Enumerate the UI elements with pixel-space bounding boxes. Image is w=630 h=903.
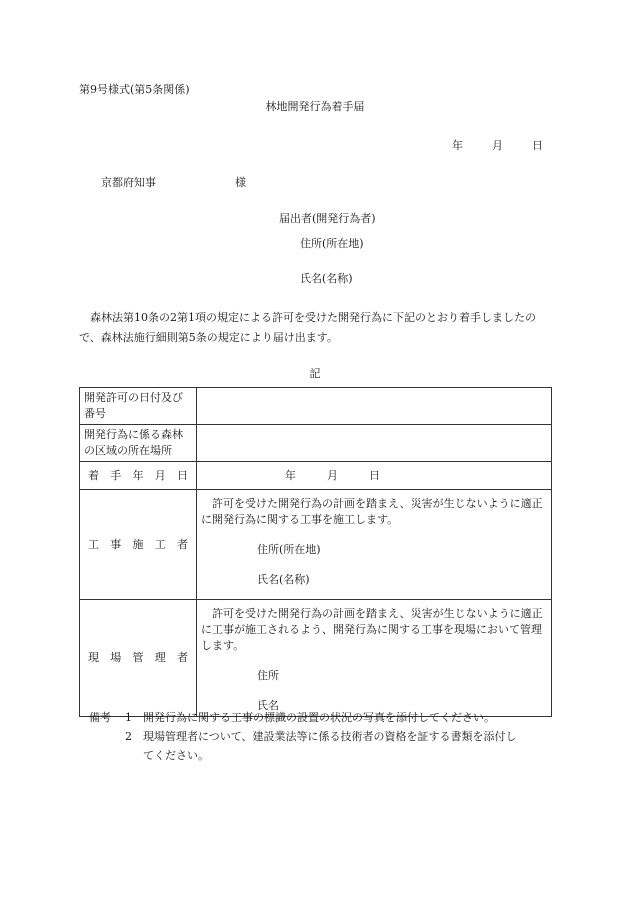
label-char: 施 — [132, 537, 144, 551]
info-table — [79, 387, 552, 717]
note-text: 開発行為に関する工事の標識の設置の状況の写真を添付してください。 — [143, 711, 495, 724]
applicant-name: 氏名(名称) — [300, 272, 353, 285]
site-manager-cell — [197, 600, 552, 717]
table-row — [80, 600, 552, 717]
table-row — [80, 388, 552, 425]
notes — [89, 708, 517, 765]
site-manager-label — [80, 600, 197, 717]
label-char: 事 — [110, 537, 122, 551]
note-number: 1 — [125, 711, 132, 724]
date-year: 年 — [452, 139, 463, 152]
notes-prefix: 備考 — [89, 711, 111, 724]
label-char: 工 — [154, 537, 166, 551]
label-char: 者 — [177, 537, 188, 551]
note-text: 現場管理者について、建設業法等に係る技術者の資格を証する書類を添付し — [143, 730, 517, 743]
label-char: 着 — [88, 468, 99, 482]
site-manager-address: 住所 — [257, 669, 279, 682]
form-number: 第9号様式(第5条関係) — [79, 83, 190, 96]
document-title: 林地開発行為着手届 — [265, 100, 365, 113]
applicant-address: 住所(所在地) — [300, 237, 364, 250]
addressee — [101, 175, 246, 190]
table-row — [80, 462, 552, 490]
start-year: 年 — [285, 468, 296, 482]
applicant-label: 届出者(開発行為者) — [279, 212, 376, 225]
label-char: 手 — [110, 468, 122, 482]
location-value — [197, 425, 552, 462]
body-paragraph: 森林法第10条の2第1項の規定による許可を受けた開発行為に下記のとおり着手しましたので、森林法施行細則第5条の規定により届け出ます。 — [79, 311, 536, 344]
note-text-continued: てください。 — [143, 749, 209, 762]
date-day: 日 — [532, 139, 543, 152]
table-row — [80, 490, 552, 600]
start-date-label — [80, 462, 197, 490]
site-manager-name: 氏名 — [257, 699, 279, 712]
label-char: 理 — [154, 651, 166, 664]
contractor-address: 住所(所在地) — [257, 543, 321, 556]
contractor-cell — [197, 490, 552, 600]
date-line — [452, 138, 543, 153]
start-month: 月 — [327, 468, 338, 482]
label-char: 月 — [154, 468, 166, 482]
permit-date-value — [197, 388, 552, 425]
table-row — [80, 425, 552, 462]
date-month: 月 — [492, 139, 503, 152]
contractor-name: 氏名(名称) — [257, 573, 310, 586]
note-number: 2 — [125, 730, 132, 743]
label-char: 現 — [88, 651, 99, 664]
label-char: 者 — [177, 651, 188, 664]
permit-date-label: 開発許可の日付及び番号 — [80, 388, 197, 425]
ki-heading: 記 — [309, 367, 321, 380]
start-date-value — [197, 462, 552, 490]
contractor-label — [80, 490, 197, 600]
contractor-text: 許可を受けた開発行為の計画を踏まえ、災害が生じないように適正に開発行為に関する工事を施工します。 — [201, 497, 543, 526]
label-char: 日 — [177, 468, 188, 482]
label-char: 年 — [132, 468, 144, 482]
addressee-name: 京都府知事 — [101, 176, 156, 189]
location-label: 開発行為に係る森林の区域の所在場所 — [80, 425, 197, 462]
label-char: 場 — [110, 651, 122, 664]
addressee-suffix: 様 — [235, 176, 246, 189]
label-char: 管 — [132, 651, 144, 664]
start-day: 日 — [369, 468, 380, 482]
label-char: 工 — [88, 537, 99, 551]
site-manager-text: 許可を受けた開発行為の計画を踏まえ、災害が生じないように適正に工事が施工されるよう、開発行為に関する工事を現場において管理します。 — [201, 607, 543, 652]
